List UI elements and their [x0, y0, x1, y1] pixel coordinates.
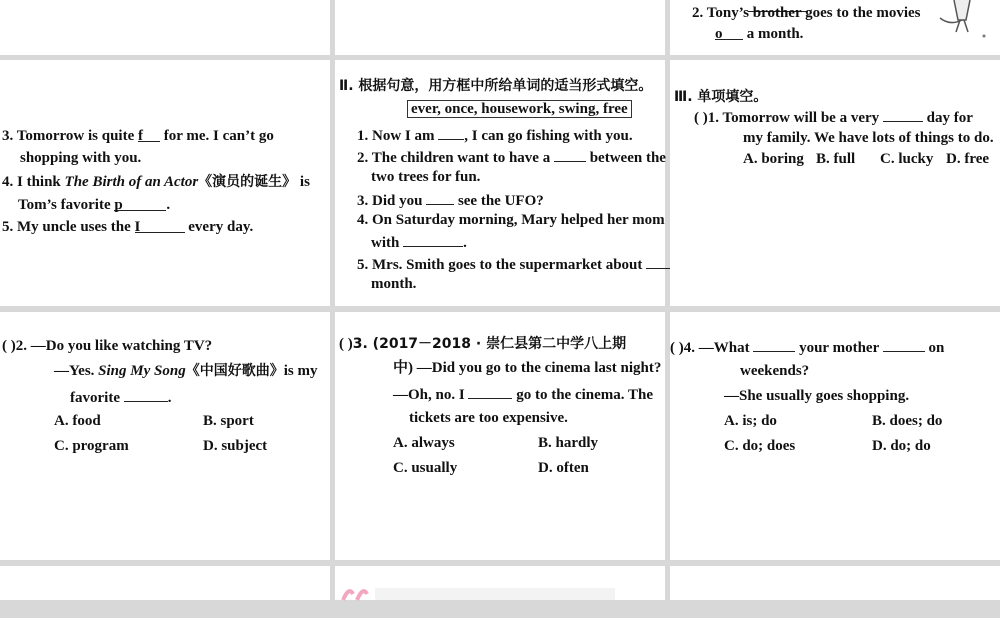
section-ii-heading: Ⅱ. 根据句意，用方框中所给单词的适当形式填空。 [339, 78, 653, 94]
slide-right-middle [670, 60, 1000, 306]
choice-question-2-cont: favorite . [70, 386, 171, 409]
fill-question-5-cont: month. [371, 276, 417, 292]
option-b: B. hardly [538, 435, 599, 451]
question-2-blank-line: o a month. [715, 26, 804, 42]
answer-blank [468, 383, 512, 399]
question-4-cont: Tom’s favorite p . [18, 197, 171, 213]
slide-left-bottom [0, 312, 330, 560]
answer-paren[interactable]: ( ) [694, 110, 708, 126]
option-a: A. boring [743, 151, 804, 167]
choice-question-3: ( )3. (2017－2018 · 崇仁县第二中学八上期 [339, 336, 627, 352]
question-5: 5. My uncle uses the I every day. [2, 219, 254, 235]
choice-question-4: ( )4. —What your mother on [670, 336, 944, 359]
answer-blank[interactable]: f [138, 126, 160, 142]
slide-center-bottom [335, 312, 665, 560]
answer-blank[interactable] [426, 189, 454, 205]
fill-question-2: 2. The children want to have a between the [357, 146, 666, 169]
faint-panel [375, 588, 615, 600]
slide-bottom-left-partial [0, 566, 330, 600]
option-d: D. free [946, 151, 990, 167]
slide-top-left [0, 0, 330, 55]
option-d: D. do; do [872, 438, 931, 454]
cartoon-figure-illustration [932, 0, 992, 40]
option-b: B. does; do [872, 413, 943, 429]
answer-paren[interactable]: ( ) [339, 336, 353, 352]
fill-question-5: 5. Mrs. Smith goes to the supermarket about [357, 253, 683, 276]
word-box: ever, once, housework, swing, free [407, 99, 632, 120]
choice-question-1-cont: my family. We have lots of things to do. [743, 130, 994, 146]
slide-right-bottom [670, 312, 1000, 560]
option-a: A. is; do [724, 413, 777, 429]
choice-question-4-reply: —She usually goes shopping. [724, 388, 910, 404]
option-d: D. often [538, 460, 589, 476]
answer-blank [883, 336, 925, 352]
answer-blank[interactable]: I [135, 217, 185, 233]
option-c: C. usually [393, 460, 458, 476]
choice-question-3-reply: —Oh, no. I go to the cinema. The [393, 383, 653, 406]
answer-blank [124, 386, 168, 402]
fill-question-4-cont: with . [371, 231, 467, 254]
option-c: C. lucky [880, 151, 934, 167]
option-c: C. program [54, 438, 129, 454]
question-3: 3. Tomorrow is quite f for me. I can’t go [2, 128, 274, 144]
choice-question-3-cont: tickets are too expensive. [409, 410, 568, 426]
answer-blank[interactable] [438, 124, 464, 140]
answer-blank[interactable]: p [114, 195, 166, 211]
choice-question-2-reply: —Yes. Sing My Song《中国好歌曲》is my [54, 363, 318, 379]
choice-question-2: ( )2. —Do you like watching TV? [2, 338, 213, 354]
slide-left-middle [0, 60, 330, 306]
slide-top-center [335, 0, 665, 55]
choice-question-3-source: 中) —Did you go to the cinema last night? [393, 360, 662, 376]
question-2-text: 2. Tony’s brother goes to the movies [692, 5, 921, 21]
answer-blank[interactable]: o [715, 24, 743, 40]
slide-center-middle [335, 60, 665, 306]
fill-question-2-cont: two trees for fun. [371, 169, 481, 185]
fill-question-1: 1. Now I am , I can go fishing with you. [357, 124, 633, 147]
answer-blank [753, 336, 795, 352]
option-a: A. always [393, 435, 455, 451]
option-b: B. sport [203, 413, 254, 429]
choice-question-1: ( )1. Tomorrow will be a very day for [694, 106, 973, 129]
slide-bottom-center-partial [335, 566, 665, 600]
pink-decoration-icon [339, 584, 379, 618]
question-4: 4. I think The Birth of an Actor《演员的诞生》 is [2, 174, 310, 190]
answer-blank[interactable] [554, 146, 586, 162]
section-iii-heading: Ⅲ. 单项填空。 [674, 89, 768, 105]
option-d: D. subject [203, 438, 268, 454]
fill-question-3: 3. Did you see the UFO? [357, 189, 544, 212]
question-3-cont: shopping with you. [20, 150, 142, 166]
slide-top-right [670, 0, 1000, 55]
answer-blank [883, 106, 923, 122]
fill-question-4: 4. On Saturday morning, Mary helped her mom [357, 212, 665, 228]
answer-paren[interactable]: ( ) [670, 340, 684, 356]
answer-paren[interactable]: ( ) [2, 338, 16, 354]
answer-blank[interactable] [646, 253, 672, 269]
option-a: A. food [54, 413, 101, 429]
answer-blank[interactable] [403, 231, 463, 247]
option-c: C. do; does [724, 438, 796, 454]
option-b: B. full [816, 151, 856, 167]
choice-question-4-cont: weekends? [740, 363, 810, 379]
slide-bottom-right-partial [670, 566, 1000, 600]
